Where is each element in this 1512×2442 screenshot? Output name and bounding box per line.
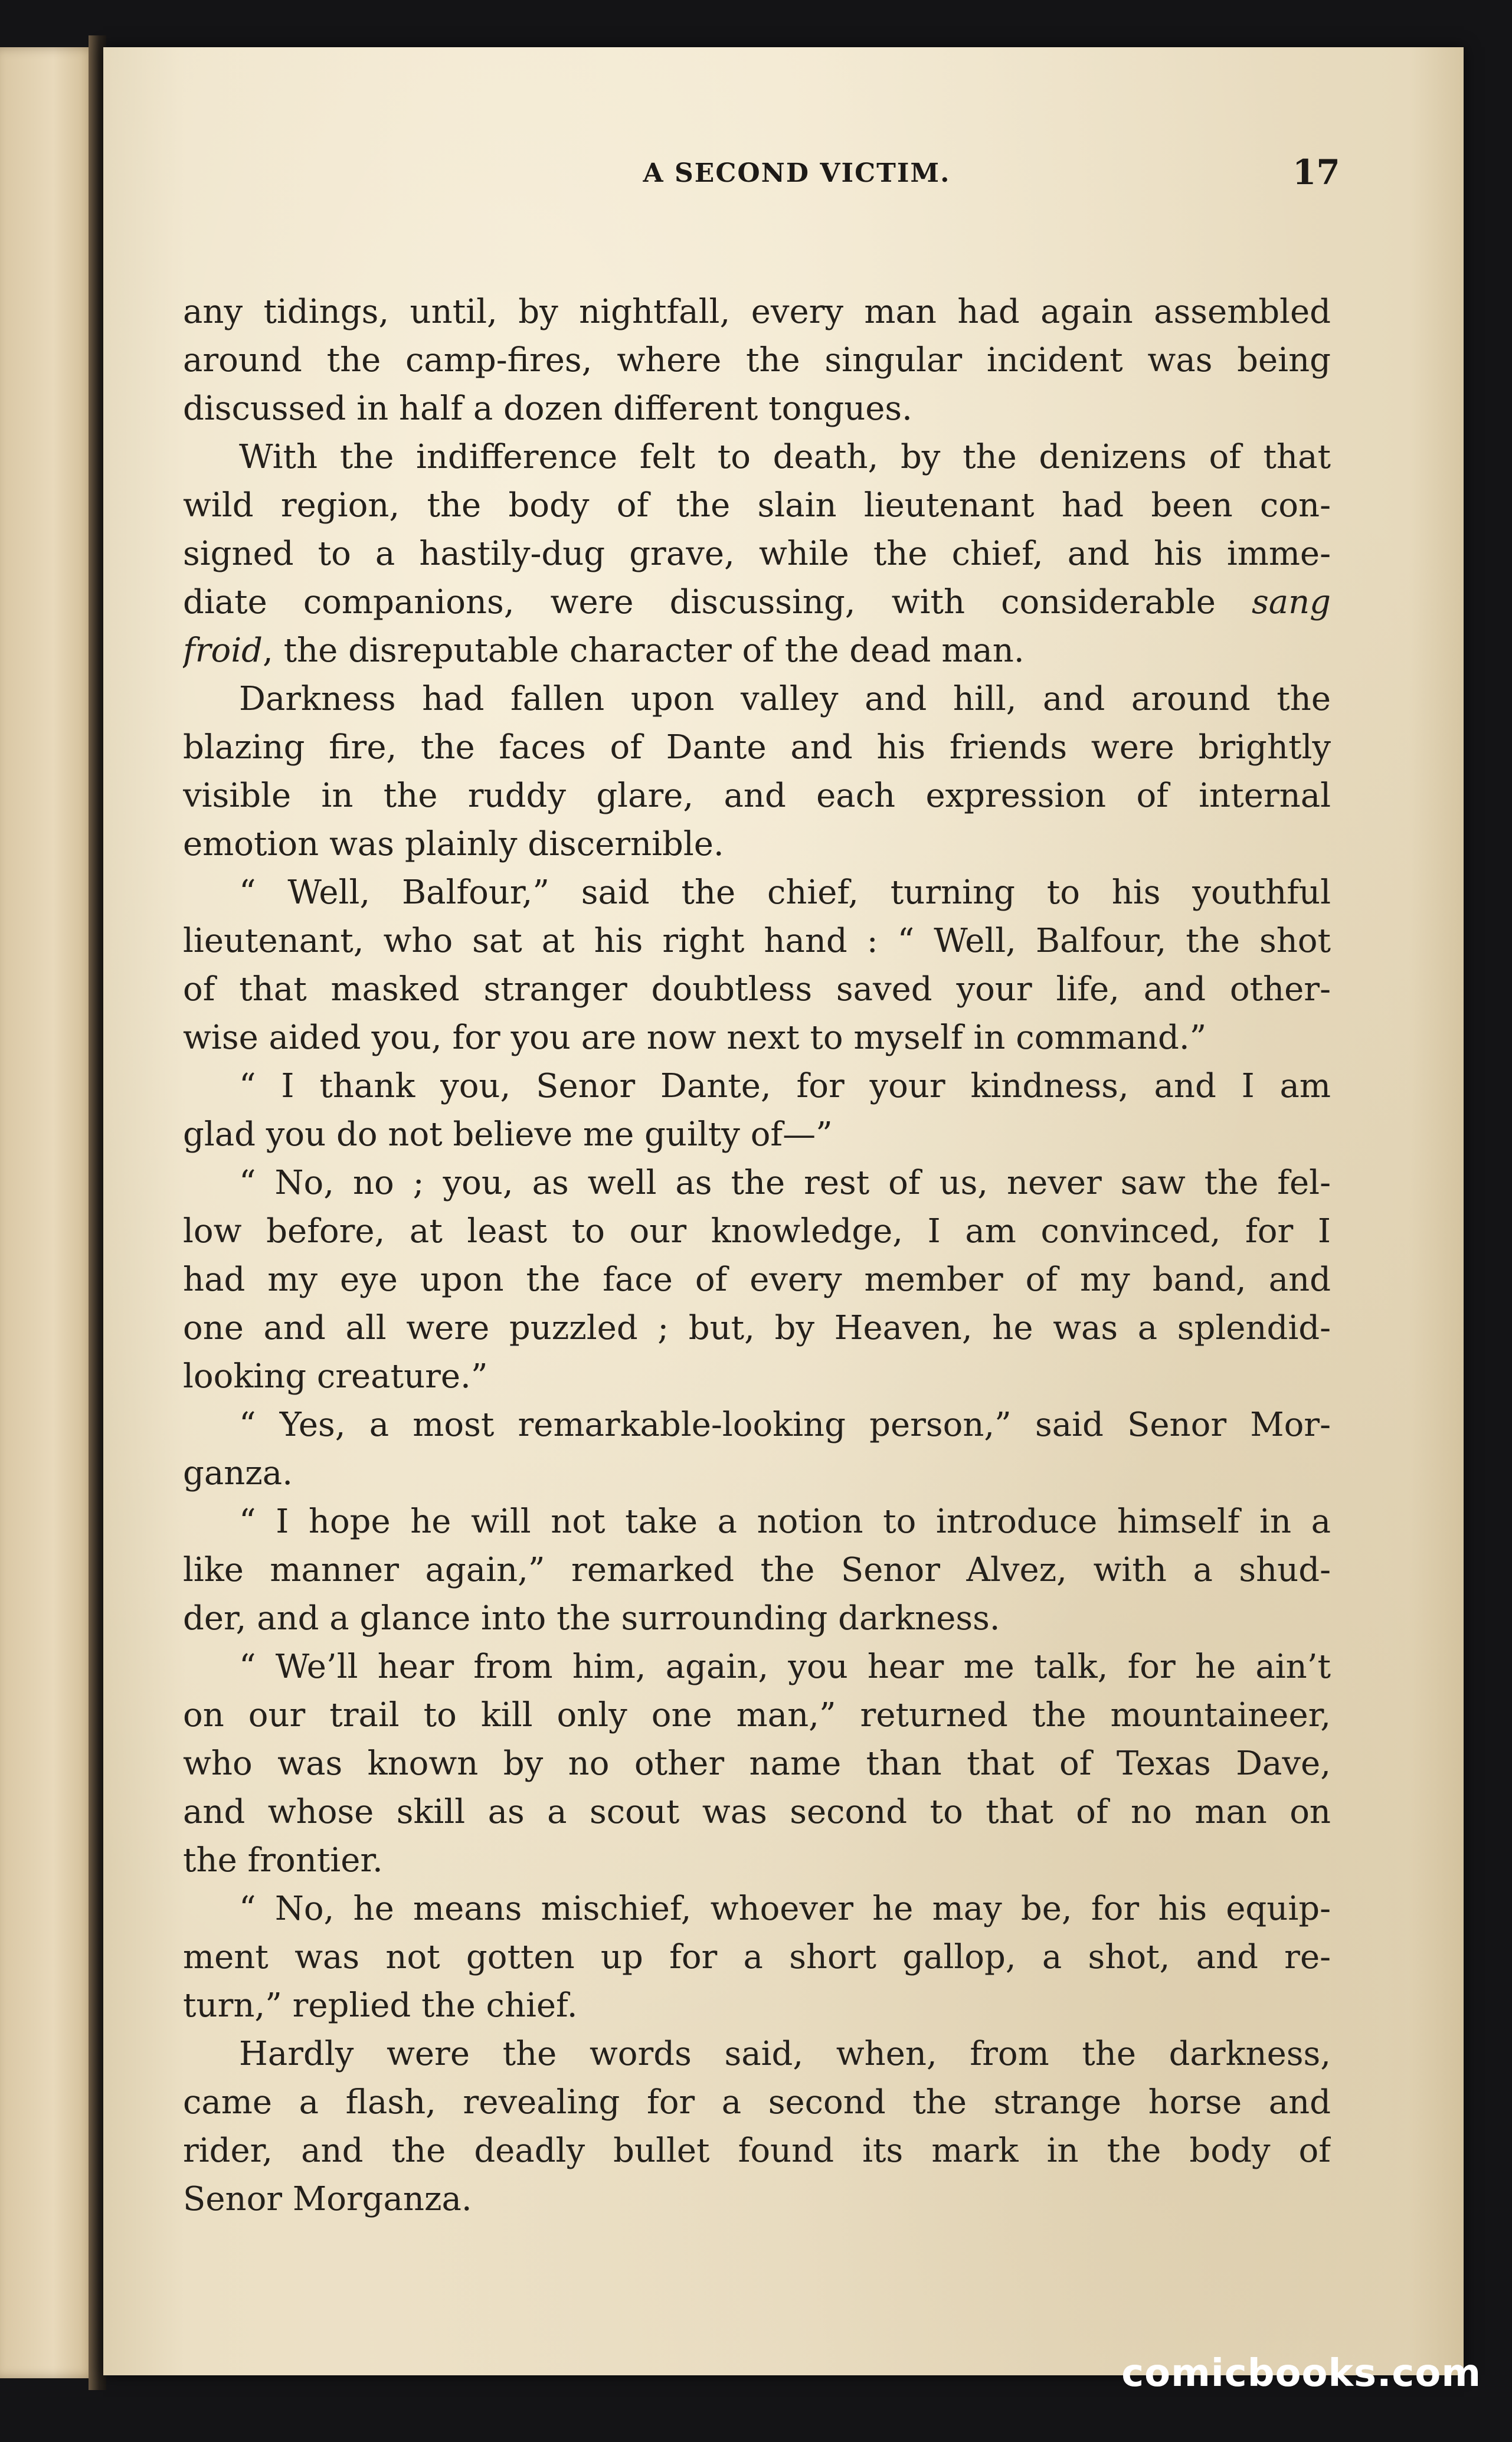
- text-line: low before, at least to our knowledge, I am convinced, for I: [183, 1212, 1331, 1251]
- text-line: Hardly were the words said, when, from the darkness,: [239, 2035, 1331, 2073]
- source-watermark: comicbooks.com: [1121, 2352, 1481, 2395]
- italic-phrase: froid: [183, 631, 263, 670]
- text-line: any tidings, until, by nightfall, every man had again assembled: [183, 293, 1331, 331]
- text-line: blazing fire, the faces of Dante and his friends were brightly: [183, 728, 1331, 767]
- text-line: looking creature.”: [183, 1357, 488, 1396]
- text-line: who was known by no other name than that of Texas Dave,: [183, 1744, 1331, 1783]
- text-line: ment was not gotten up for a short gallop, a shot, and re-: [183, 1938, 1331, 1976]
- text-line: “ Yes, a most remarkable-looking person,” said Senor Mor-: [239, 1406, 1331, 1444]
- text-line: With the indifference felt to death, by the denizens of that: [239, 438, 1331, 476]
- text-line: “ I thank you, Senor Dante, for your kindness, and I am: [239, 1067, 1331, 1105]
- text-line: on our trail to kill only one man,” returned the mountaineer,: [183, 1696, 1331, 1734]
- page-number: 17: [1292, 152, 1340, 192]
- text-line: Senor Morganza.: [183, 2180, 472, 2218]
- text-line: wise aided you, for you are now next to myself in command.”: [183, 1019, 1207, 1057]
- text-line: der, and a glance into the surrounding darkness.: [183, 1599, 1000, 1638]
- text-line: the frontier.: [183, 1841, 383, 1880]
- text-line: emotion was plainly discernible.: [183, 825, 724, 863]
- text-line: and whose skill as a scout was second to that of no man on: [183, 1793, 1331, 1831]
- text-line: around the camp-fires, where the singular incident was being: [183, 341, 1331, 379]
- text-line: visible in the ruddy glare, and each expression of internal: [183, 777, 1331, 815]
- text-line: “ No, no ; you, as well as the rest of us, never saw the fel-: [239, 1164, 1331, 1202]
- text-line: had my eye upon the face of every member of my band, and: [183, 1261, 1331, 1299]
- text-line: rider, and the deadly bullet found its mark in the body of: [183, 2132, 1331, 2170]
- text-line: [183, 578, 1331, 627]
- running-head: A SECOND VICTIM.: [643, 158, 951, 188]
- text-line: signed to a hastily-dug grave, while the chief, and his imme-: [183, 535, 1331, 573]
- text-line: turn,” replied the chief.: [183, 1986, 578, 2025]
- text-line: “ No, he means mischief, whoever he may be, for his equip-: [239, 1890, 1331, 1928]
- text-line: “ Well, Balfour,” said the chief, turning to his youthful: [239, 873, 1331, 912]
- text-line: one and all were puzzled ; but, by Heaven, he was a splendid-: [183, 1309, 1331, 1347]
- text-fragment: diate companions, were discussing, with considerable: [183, 583, 1216, 621]
- text-line: ganza.: [183, 1454, 293, 1492]
- text-line: wild region, the body of the slain lieutenant had been con-: [183, 486, 1331, 525]
- text-line: “ I hope he will not take a notion to introduce himself in a: [239, 1502, 1331, 1541]
- text-line: of that masked stranger doubtless saved your life, and other-: [183, 970, 1331, 1009]
- text-line: like manner again,” remarked the Senor Alvez, with a shud-: [183, 1551, 1331, 1589]
- text-line: Darkness had fallen upon valley and hill, and around the: [239, 680, 1331, 718]
- text-line: [183, 627, 1331, 675]
- text-line: “ We’ll hear from him, again, you hear me talk, for he ain’t: [239, 1648, 1331, 1686]
- text-line: discussed in half a dozen different tongues.: [183, 389, 912, 428]
- text-line: lieutenant, who sat at his right hand : “ Well, Balfour, the shot: [183, 922, 1331, 960]
- facing-page-edge: [0, 47, 97, 2378]
- italic-phrase: sang: [1251, 583, 1331, 621]
- body-text: [183, 288, 1331, 2224]
- text-line: glad you do not believe me guilty of—”: [183, 1115, 833, 1154]
- text-line: came a flash, revealing for a second the strange horse and: [183, 2083, 1331, 2122]
- text-fragment: , the disreputable character of the dead man.: [262, 631, 1025, 670]
